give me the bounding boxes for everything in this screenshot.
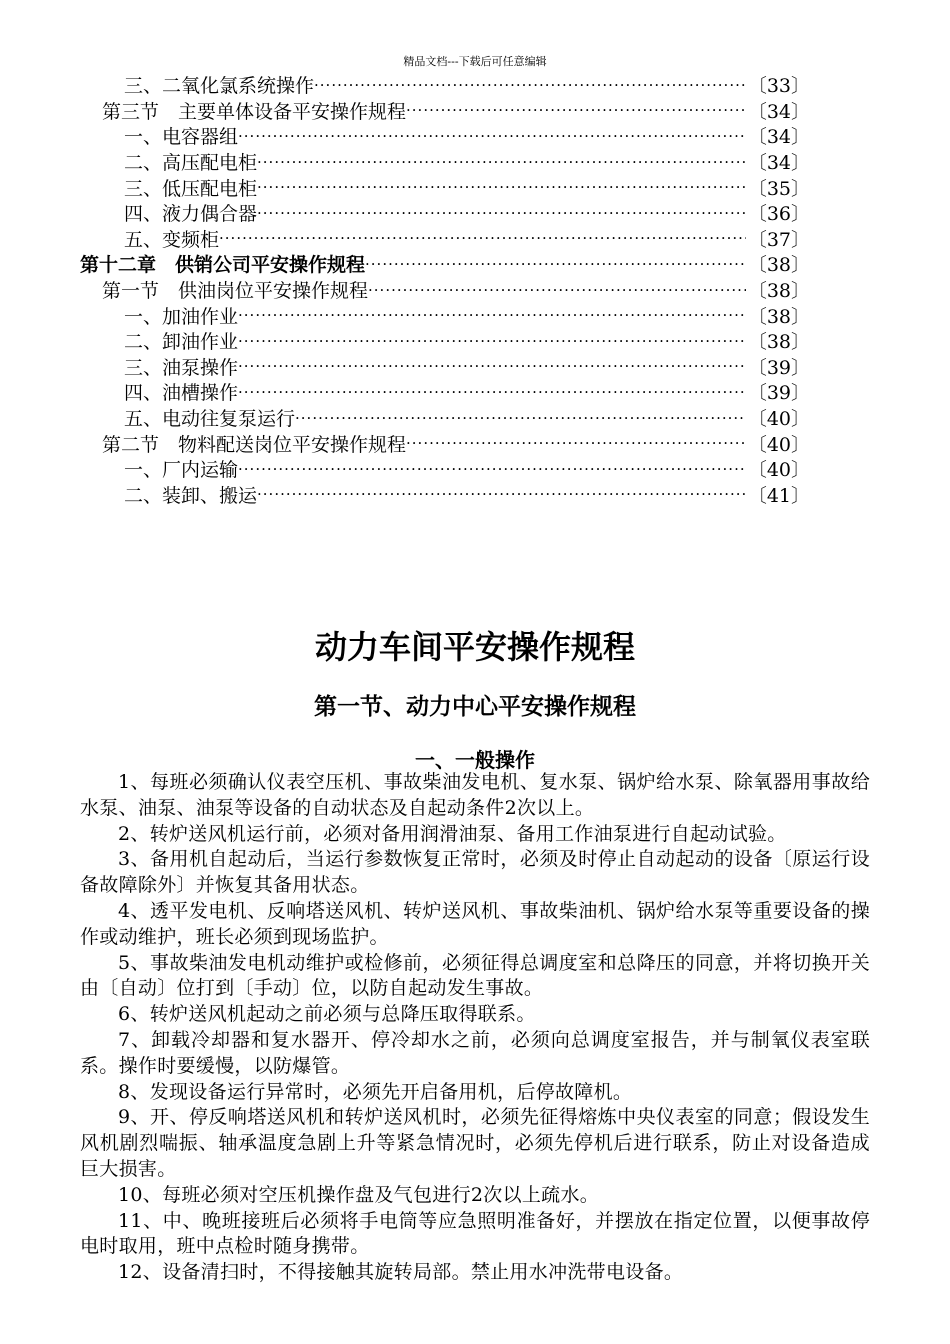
toc-leader-dots xyxy=(238,306,746,324)
toc-entry xyxy=(80,251,810,277)
toc-leader-dots xyxy=(257,485,746,503)
toc-leader-dots xyxy=(238,383,746,401)
section-title: 第一节、动力中心平安操作规程 xyxy=(314,694,636,720)
toc-entry xyxy=(80,354,810,380)
toc-entry-text: 二、卸油作业 xyxy=(124,331,239,354)
toc-page-number: 〔37〕 xyxy=(747,228,810,251)
toc-entry xyxy=(80,123,810,149)
toc-entry xyxy=(80,405,810,431)
toc-leader-dots xyxy=(365,255,746,273)
toc-page-number: 〔38〕 xyxy=(747,280,810,303)
toc-entry-text: 一、厂内运输 xyxy=(124,459,239,482)
table-of-contents xyxy=(80,72,810,507)
toc-entry xyxy=(80,456,810,482)
toc-entry-text: 四、油槽操作 xyxy=(124,382,239,405)
toc-entry xyxy=(80,98,810,124)
toc-entry xyxy=(80,379,810,405)
toc-entry xyxy=(80,277,810,303)
toc-entry-text: 一、加油作业 xyxy=(124,305,239,328)
toc-entry xyxy=(80,174,810,200)
toc-entry-text: 第十二章 供销公司平安操作规程 xyxy=(80,254,366,277)
toc-page-number: 〔34〕 xyxy=(747,152,810,175)
toc-page-number: 〔39〕 xyxy=(747,356,810,379)
paragraph: 10、每班必须对空压机操作盘及气包进行2次以上疏水。 xyxy=(118,1183,600,1206)
toc-entry xyxy=(80,226,810,252)
toc-leader-dots xyxy=(219,229,746,247)
toc-entry-text: 三、二氧化氯系统操作 xyxy=(124,75,315,98)
document-title: 动力车间平安操作规程 xyxy=(314,628,635,666)
toc-page-number: 〔40〕 xyxy=(747,459,810,482)
toc-leader-dots xyxy=(314,76,746,94)
toc-page-number: 〔34〕 xyxy=(747,126,810,149)
toc-entry-text: 三、低压配电柜 xyxy=(124,177,258,200)
toc-leader-dots xyxy=(368,281,746,299)
paragraph: 11、中、晚班接班后必须将手电筒等应急照明准备好，并摆放在指定位置，以便事故停电时取用，班中点检时随身携带。 xyxy=(80,1209,870,1258)
toc-entry xyxy=(80,149,810,175)
paragraph: 4、透平发电机、反响塔送风机、转炉送风机、事故柴油机、锅炉给水泵等重要设备的操作或动维护，班长必须到现场监护。 xyxy=(80,899,870,948)
toc-page-number: 〔35〕 xyxy=(747,177,810,200)
toc-entry-text: 二、装卸、搬运 xyxy=(124,484,258,507)
toc-page-number: 〔34〕 xyxy=(747,100,810,123)
toc-leader-dots xyxy=(295,409,746,427)
paragraph: 9、开、停反响塔送风机和转炉送风机时，必须先征得熔炼中央仪表室的同意；假设发生风机剧烈喘振、轴承温度急剧上升等紧急情况时，必须先停机后进行联系，防止对设备造成巨大损害。 xyxy=(80,1106,870,1180)
paragraph: 3、备用机自起动后，当运行参数恢复正常时，必须及时停止自动起动的设备〔原运行设备故障除外〕并恢复其备用状态。 xyxy=(80,848,870,897)
toc-page-number: 〔39〕 xyxy=(747,382,810,405)
toc-entry-text: 一、电容器组 xyxy=(124,126,239,149)
toc-entry-text: 三、油泵操作 xyxy=(124,356,239,379)
toc-entry-text: 第二节 物料配送岗位平安操作规程 xyxy=(102,433,407,456)
toc-page-number: 〔40〕 xyxy=(747,433,810,456)
toc-leader-dots xyxy=(238,332,746,350)
subsection-title: 一、一般操作 xyxy=(415,748,535,772)
paragraph: 7、卸载冷却器和复水器开、停冷却水之前，必须向总调度室报告，并与制氧仪表室联系。操作时要缓慢，以防爆管。 xyxy=(80,1028,870,1077)
toc-entry-text: 二、高压配电柜 xyxy=(124,152,258,175)
toc-entry xyxy=(80,302,810,328)
toc-entry-text: 第一节 供油岗位平安操作规程 xyxy=(102,280,369,303)
toc-entry-text: 五、变频柜 xyxy=(124,228,220,251)
toc-entry xyxy=(80,482,810,508)
paragraph: 2、转炉送风机运行前，必须对备用润滑油泵、备用工作油泵进行自起动试验。 xyxy=(118,822,787,845)
toc-entry-text: 五、电动往复泵运行 xyxy=(124,408,296,431)
toc-page-number: 〔38〕 xyxy=(747,331,810,354)
toc-entry xyxy=(80,200,810,226)
toc-page-number: 〔40〕 xyxy=(747,408,810,431)
toc-entry xyxy=(80,430,810,456)
toc-page-number: 〔38〕 xyxy=(747,305,810,328)
toc-leader-dots xyxy=(406,434,746,452)
paragraph: 8、发现设备运行异常时，必须先开启备用机，后停故障机。 xyxy=(118,1080,633,1103)
toc-leader-dots xyxy=(257,153,746,171)
toc-leader-dots xyxy=(238,357,746,375)
toc-page-number: 〔36〕 xyxy=(747,203,810,226)
toc-page-number: 〔41〕 xyxy=(747,484,810,507)
toc-entry-text: 第三节 主要单体设备平安操作规程 xyxy=(102,100,407,123)
paragraph: 6、转炉送风机起动之前必须与总降压取得联系。 xyxy=(118,1003,536,1026)
toc-entry xyxy=(80,328,810,354)
paragraph: 12、设备清扫时，不得接触其旋转局部。禁止用水冲洗带电设备。 xyxy=(118,1261,684,1284)
toc-entry xyxy=(80,72,810,98)
toc-page-number: 〔38〕 xyxy=(747,254,810,277)
toc-entry-text: 四、液力偶合器 xyxy=(124,203,258,226)
toc-leader-dots xyxy=(238,460,746,478)
page-header-watermark: 精品文档---下载后可任意编辑 xyxy=(403,55,547,68)
toc-leader-dots xyxy=(406,101,746,119)
toc-leader-dots xyxy=(257,204,746,222)
toc-page-number: 〔33〕 xyxy=(747,75,810,98)
toc-leader-dots xyxy=(257,178,746,196)
paragraph: 5、事故柴油发电机动维护或检修前，必须征得总调度室和总降压的同意，并将切换开关由〔自动〕位打到〔手动〕位，以防自起动发生事故。 xyxy=(80,951,870,1000)
toc-leader-dots xyxy=(238,127,746,145)
body-text xyxy=(80,770,870,1286)
paragraph: 1、每班必须确认仪表空压机、事故柴油发电机、复水泵、锅炉给水泵、除氧器用事故给水泵、油泵、油泵等设备的自动状态及自起动条件2次以上。 xyxy=(80,771,870,819)
